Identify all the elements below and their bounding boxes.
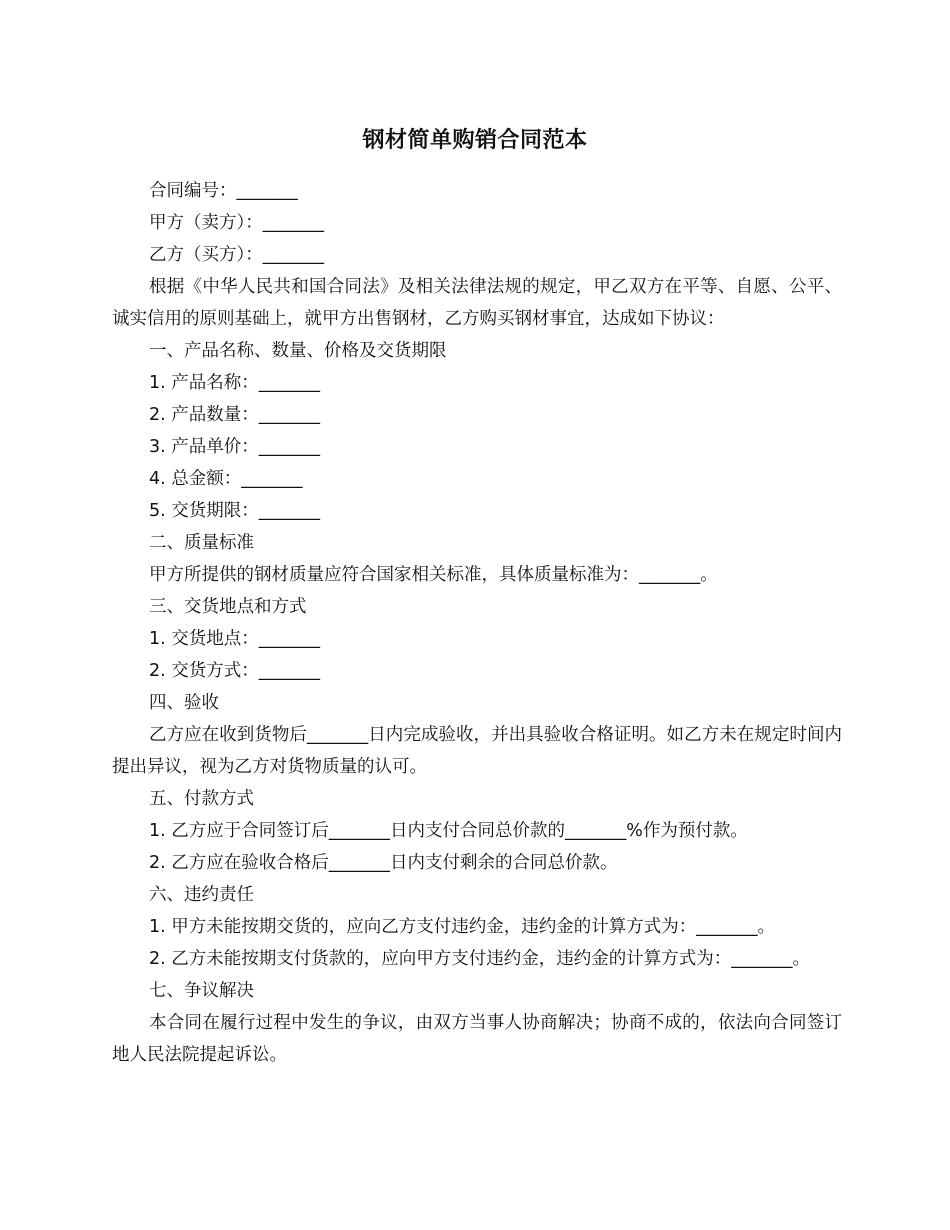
section-heading-3: 三、交货地点和方式 — [149, 597, 307, 617]
document-title: 钢材简单购销合同范本 — [362, 128, 588, 153]
clause-product-name: 1. 产品名称：_______ — [149, 373, 321, 393]
section-heading-7: 七、争议解决 — [149, 981, 254, 1001]
party-a-line: 甲方（卖方）：_______ — [149, 213, 324, 233]
clause-delivery-term: 5. 交货期限：_______ — [149, 501, 321, 521]
section-heading-6: 六、违约责任 — [149, 885, 254, 905]
acceptance-paragraph: 乙方应在收到货物后_______日内完成验收，并出具验收合格证明。如乙方未在规定时间内提出异议，视为乙方对货物质量的认可。 — [112, 725, 842, 777]
clause-delivery-method: 2. 交货方式：_______ — [149, 661, 321, 681]
clause-product-price: 3. 产品单价：_______ — [149, 437, 321, 457]
document-body — [112, 175, 842, 1071]
contract-number-line: 合同编号：_______ — [149, 181, 298, 201]
clause-total-amount: 4. 总金额：_______ — [149, 469, 303, 489]
party-b-line: 乙方（买方）：_______ — [149, 245, 324, 265]
dispute-resolution-paragraph: 本合同在履行过程中发生的争议，由双方当事人协商解决；协商不成的，依法向合同签订地人民法院提起诉讼。 — [112, 1013, 842, 1065]
section-heading-1: 一、产品名称、数量、价格及交货期限 — [149, 341, 447, 361]
clause-advance-payment: 1. 乙方应于合同签订后_______日内支付合同总价款的_______%作为预付款。 — [149, 821, 748, 841]
clause-seller-breach: 1. 甲方未能按期交货的，应向乙方支付违约金，违约金的计算方式为：_______。 — [149, 917, 776, 937]
preamble-paragraph: 根据《中华人民共和国合同法》及相关法律法规的规定，甲乙双方在平等、自愿、公平、诚实信用的原则基础上，就甲方出售钢材，乙方购买钢材事宜，达成如下协议： — [112, 277, 842, 329]
section-heading-4: 四、验收 — [149, 693, 219, 713]
section-heading-5: 五、付款方式 — [149, 789, 254, 809]
section-heading-2: 二、质量标准 — [149, 533, 254, 553]
clause-delivery-place: 1. 交货地点：_______ — [149, 629, 321, 649]
clause-buyer-breach: 2. 乙方未能按期支付货款的，应向甲方支付违约金，违约金的计算方式为：_______。 — [149, 949, 811, 969]
clause-balance-payment: 2. 乙方应在验收合格后_______日内支付剩余的合同总价款。 — [149, 853, 618, 873]
quality-standard-paragraph: 甲方所提供的钢材质量应符合国家相关标准，具体质量标准为：_______。 — [149, 565, 718, 585]
clause-product-quantity: 2. 产品数量：_______ — [149, 405, 321, 425]
